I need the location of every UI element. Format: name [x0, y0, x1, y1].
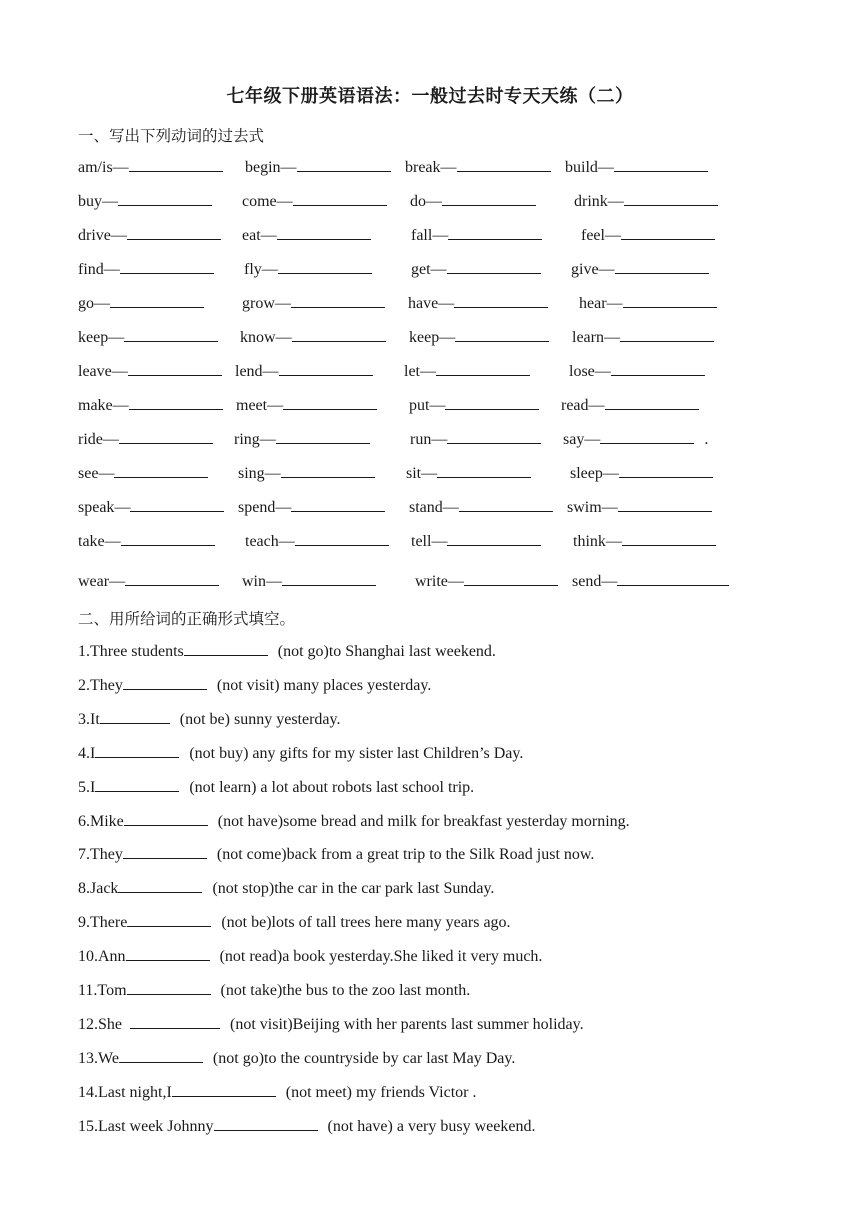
answer-blank[interactable]	[114, 464, 208, 478]
answer-blank[interactable]	[118, 879, 202, 893]
question-prefix: 13.We	[78, 1050, 119, 1067]
answer-blank[interactable]	[437, 464, 531, 478]
answer-blank[interactable]	[276, 430, 370, 444]
verb-dash: —	[420, 363, 436, 380]
verb-dash: —	[429, 397, 446, 414]
question-item	[78, 676, 431, 695]
verb-item	[574, 192, 718, 211]
verb-word: hear	[579, 295, 607, 312]
question-suffix: (not come)back from a great trip to the Silk Road just now.	[216, 846, 595, 863]
answer-blank[interactable]	[291, 294, 385, 308]
verb-item	[78, 498, 224, 517]
verb-word: grow	[242, 295, 275, 312]
answer-blank[interactable]	[130, 498, 224, 512]
verb-word: drive	[78, 227, 111, 244]
answer-blank[interactable]	[293, 192, 387, 206]
verb-dash: —	[597, 159, 614, 176]
question-suffix: (not stop)the car in the car park last Sunday.	[212, 880, 495, 897]
answer-blank[interactable]	[129, 158, 223, 172]
answer-blank[interactable]	[123, 845, 207, 859]
answer-blank[interactable]	[291, 498, 385, 512]
verb-item	[569, 362, 705, 381]
verb-dash: —	[601, 573, 618, 590]
answer-blank[interactable]	[100, 710, 170, 724]
verb-item	[409, 498, 553, 517]
question-prefix: 8.Jack	[78, 880, 119, 897]
question-suffix: (not have) a very busy weekend.	[327, 1118, 536, 1135]
verb-dash: —	[594, 363, 611, 380]
verb-item	[240, 328, 386, 347]
answer-blank[interactable]	[454, 294, 548, 308]
verb-dash: —	[260, 227, 277, 244]
answer-blank[interactable]	[624, 192, 718, 206]
question-prefix: 5.I	[78, 779, 96, 796]
answer-blank[interactable]	[297, 158, 391, 172]
verb-item	[572, 328, 714, 347]
verb-item	[409, 396, 539, 415]
verb-word: see	[78, 465, 99, 482]
answer-blank[interactable]	[110, 294, 204, 308]
answer-blank[interactable]	[611, 362, 705, 376]
verb-row	[78, 192, 778, 214]
verb-dash: —	[261, 261, 278, 278]
verb-word: come	[242, 193, 277, 210]
answer-blank[interactable]	[277, 226, 371, 240]
answer-blank[interactable]	[447, 260, 541, 274]
verb-dash: —	[280, 159, 297, 176]
answer-blank[interactable]	[614, 158, 708, 172]
verb-item	[245, 532, 389, 551]
verb-dash: —	[267, 397, 284, 414]
question-prefix: 10.Ann	[78, 948, 126, 965]
answer-blank[interactable]	[121, 532, 215, 546]
verb-item	[78, 362, 222, 381]
question-prefix: 4.I	[78, 745, 96, 762]
verb-word: fly	[244, 261, 262, 278]
verb-row	[78, 226, 778, 248]
question-item	[78, 1049, 515, 1068]
verb-word: run	[410, 431, 432, 448]
verb-item	[563, 430, 708, 449]
answer-blank[interactable]	[447, 532, 541, 546]
verb-item	[410, 430, 541, 449]
verb-dash: —	[588, 397, 605, 414]
answer-blank[interactable]	[127, 226, 221, 240]
verb-item	[242, 572, 376, 591]
verb-item	[573, 532, 716, 551]
answer-blank[interactable]	[129, 396, 223, 410]
verb-dash: —	[431, 533, 448, 550]
answer-blank[interactable]	[283, 396, 377, 410]
verb-word: win	[242, 573, 266, 590]
verb-dash: —	[111, 363, 128, 380]
verb-word: learn	[572, 329, 604, 346]
verb-word: tell	[411, 533, 432, 550]
answer-blank[interactable]	[184, 642, 268, 656]
verb-word: buy	[78, 193, 102, 210]
verb-dash: —	[102, 431, 119, 448]
answer-blank[interactable]	[120, 260, 214, 274]
question-prefix: 14.Last night,I	[78, 1084, 172, 1101]
verb-word: teach	[245, 533, 279, 550]
verb-row	[78, 396, 778, 418]
verb-dash: —	[108, 329, 125, 346]
answer-blank[interactable]	[123, 676, 207, 690]
verb-row	[78, 158, 778, 180]
verb-word: sit	[406, 465, 422, 482]
verb-dash: —	[605, 533, 622, 550]
question-suffix: (not have)some bread and milk for breakfast yesterday morning.	[217, 813, 630, 830]
verb-word: spend	[238, 499, 276, 516]
verb-word: drink	[574, 193, 608, 210]
verb-item	[404, 362, 530, 381]
verb-word: lose	[569, 363, 595, 380]
question-suffix: (not be)lots of tall trees here many years ago.	[221, 914, 511, 931]
answer-blank[interactable]	[127, 981, 211, 995]
verb-dash: —	[606, 295, 623, 312]
verb-dash: —	[438, 295, 455, 312]
verb-dash: —	[104, 533, 121, 550]
question-item	[78, 710, 340, 729]
verb-dash: —	[266, 573, 282, 590]
question-item	[78, 1015, 584, 1034]
answer-blank[interactable]	[621, 226, 715, 240]
verb-word: know	[240, 329, 276, 346]
answer-blank[interactable]	[623, 294, 717, 308]
verb-word: am/is	[78, 159, 113, 176]
verb-item	[411, 532, 541, 551]
verb-word: stand	[409, 499, 443, 516]
question-item	[78, 879, 494, 898]
verb-word: put	[409, 397, 430, 414]
verb-item	[409, 328, 549, 347]
verb-row	[78, 362, 778, 384]
verb-word: keep	[78, 329, 109, 346]
answer-blank[interactable]	[124, 812, 208, 826]
verb-dash: —	[439, 329, 456, 346]
verb-row	[78, 328, 778, 350]
question-item	[78, 1083, 476, 1102]
verb-word: find	[78, 261, 104, 278]
verb-dash: —	[603, 329, 620, 346]
verb-dash: —	[94, 295, 110, 312]
verb-item	[78, 158, 223, 177]
answer-blank[interactable]	[127, 913, 211, 927]
section-1-heading: 一、写出下列动词的过去式	[78, 127, 265, 145]
verb-dash: —	[112, 159, 129, 176]
question-item	[78, 778, 474, 797]
verb-item	[238, 464, 375, 483]
question-suffix: (not visit) many places yesterday.	[216, 677, 432, 694]
verb-dash: —	[584, 431, 601, 448]
verb-word: read	[561, 397, 589, 414]
verb-item	[565, 158, 708, 177]
answer-blank[interactable]	[124, 328, 218, 342]
verb-dash: —	[275, 329, 292, 346]
verb-dash: —	[276, 193, 293, 210]
verb-row	[78, 572, 778, 594]
verb-word: break	[405, 159, 441, 176]
verb-item	[410, 192, 536, 211]
verb-word: ride	[78, 431, 103, 448]
question-prefix: 2.They	[78, 677, 123, 694]
verb-dash: —	[421, 465, 438, 482]
verb-row	[78, 430, 778, 452]
answer-blank[interactable]	[459, 498, 553, 512]
verb-word: take	[78, 533, 105, 550]
question-suffix: (not go)to the countryside by car last May Day.	[212, 1050, 516, 1067]
verb-row	[78, 464, 778, 486]
answer-blank[interactable]	[292, 328, 386, 342]
verb-dash: —	[447, 573, 464, 590]
verb-word: do	[410, 193, 426, 210]
verb-dash: —	[103, 261, 120, 278]
answer-blank[interactable]	[618, 498, 712, 512]
answer-blank[interactable]	[126, 947, 210, 961]
verb-word: sleep	[570, 465, 603, 482]
verb-dash: —	[264, 465, 281, 482]
verb-row	[78, 532, 778, 554]
question-item	[78, 981, 470, 1000]
verb-dash: —	[109, 573, 126, 590]
verb-item	[571, 260, 709, 279]
verb-dash: —	[598, 261, 615, 278]
verb-dash: —	[275, 499, 292, 516]
verb-item	[234, 430, 370, 449]
question-suffix: (not read)a book yesterday.She liked it very much.	[219, 948, 543, 965]
verb-word: fall	[411, 227, 433, 244]
question-item	[78, 845, 594, 864]
verb-item	[78, 572, 219, 591]
verb-word: go	[78, 295, 94, 312]
page-title: 七年级下册英语语法：一般过去时专天天练（二）	[226, 86, 634, 107]
verb-word: meet	[236, 397, 268, 414]
question-suffix: (not be) sunny yesterday.	[179, 711, 341, 728]
verb-item	[411, 226, 542, 245]
verb-word: lend	[235, 363, 263, 380]
answer-blank[interactable]	[119, 430, 213, 444]
verb-item	[78, 464, 208, 483]
verb-word: have	[408, 295, 439, 312]
question-prefix: 7.They	[78, 846, 123, 863]
verb-item	[405, 158, 551, 177]
question-suffix: (not go)to Shanghai last weekend.	[277, 643, 496, 660]
question-suffix: (not meet) my friends Victor .	[285, 1084, 477, 1101]
question-prefix: 9.There	[78, 914, 128, 931]
question-prefix: 11.Tom	[78, 982, 127, 999]
verb-word: get	[411, 261, 431, 278]
verb-word: make	[78, 397, 113, 414]
verb-dash: —	[110, 227, 127, 244]
answer-blank[interactable]	[95, 744, 179, 758]
verb-dash: —	[604, 227, 621, 244]
answer-blank[interactable]	[619, 464, 713, 478]
verb-word: wear	[78, 573, 110, 590]
verb-word: think	[573, 533, 606, 550]
question-item	[78, 744, 523, 763]
verb-word: build	[565, 159, 598, 176]
verb-item	[78, 226, 221, 245]
verb-item	[572, 572, 729, 591]
answer-blank[interactable]	[172, 1083, 276, 1097]
verb-dash: —	[274, 295, 291, 312]
verb-item	[78, 260, 214, 279]
verb-item	[242, 294, 385, 313]
verb-row	[78, 498, 778, 520]
answer-blank[interactable]	[617, 572, 729, 586]
verb-item	[581, 226, 715, 245]
verb-dash: —	[602, 465, 619, 482]
question-item	[78, 913, 511, 932]
verb-item	[78, 328, 218, 347]
verb-item	[242, 226, 371, 245]
verb-dash: —	[112, 397, 129, 414]
verb-word: say	[563, 431, 585, 448]
answer-blank[interactable]	[600, 430, 694, 444]
answer-blank[interactable]	[442, 192, 536, 206]
verb-item	[78, 294, 204, 313]
verb-word: sing	[238, 465, 265, 482]
answer-blank[interactable]	[279, 362, 373, 376]
verb-item	[408, 294, 548, 313]
answer-blank[interactable]	[622, 532, 716, 546]
verb-dash: —	[262, 363, 279, 380]
answer-blank[interactable]	[118, 192, 212, 206]
verb-word: give	[571, 261, 599, 278]
answer-blank[interactable]	[447, 430, 541, 444]
verb-dash: —	[426, 193, 442, 210]
verb-dash: —	[98, 465, 115, 482]
verb-item	[570, 464, 713, 483]
answer-blank[interactable]	[605, 396, 699, 410]
verb-item	[579, 294, 717, 313]
question-suffix: (not take)the bus to the zoo last month.	[220, 982, 471, 999]
answer-blank[interactable]	[119, 1049, 203, 1063]
answer-blank[interactable]	[445, 396, 539, 410]
verb-dash: —	[278, 533, 295, 550]
verb-dash: —	[432, 227, 449, 244]
question-suffix: (not learn) a lot about robots last school trip.	[189, 779, 475, 796]
question-suffix: (not buy) any gifts for my sister last Children’s Day.	[189, 745, 524, 762]
verb-item	[567, 498, 712, 517]
answer-blank[interactable]	[295, 532, 389, 546]
verb-dash: —	[607, 193, 624, 210]
verb-item	[78, 396, 223, 415]
answer-blank[interactable]	[95, 778, 179, 792]
verb-item	[415, 572, 558, 591]
verb-item	[78, 430, 213, 449]
question-prefix: 15.Last week Johnny	[78, 1118, 214, 1135]
section-2-heading: 二、用所给词的正确形式填空。	[78, 610, 296, 628]
answer-blank[interactable]	[130, 1015, 220, 1029]
question-prefix: 3.It	[78, 711, 100, 728]
verb-item	[245, 158, 391, 177]
answer-blank[interactable]	[214, 1117, 318, 1131]
answer-blank[interactable]	[457, 158, 551, 172]
verb-dash: —	[601, 499, 618, 516]
verb-dash: —	[442, 499, 459, 516]
verb-item	[238, 498, 385, 517]
verb-item	[406, 464, 531, 483]
question-prefix: 1.Three students	[78, 643, 184, 660]
verb-item	[411, 260, 541, 279]
verb-word: feel	[581, 227, 605, 244]
verb-item	[561, 396, 699, 415]
verb-word: send	[572, 573, 602, 590]
question-suffix: (not visit)Beijing with her parents last summer holiday.	[230, 1016, 584, 1033]
verb-word: leave	[78, 363, 112, 380]
verb-dash: —	[431, 431, 448, 448]
verb-dash: —	[102, 193, 118, 210]
verb-dash: —	[430, 261, 447, 278]
answer-blank[interactable]	[436, 362, 530, 376]
answer-blank[interactable]	[455, 328, 549, 342]
verb-word: keep	[409, 329, 440, 346]
verb-item	[78, 192, 212, 211]
verb-word: speak	[78, 499, 115, 516]
question-prefix: 12.She	[78, 1016, 122, 1033]
verb-word: ring	[234, 431, 260, 448]
answer-blank[interactable]	[448, 226, 542, 240]
verb-item	[78, 532, 215, 551]
verb-dash: —	[114, 499, 131, 516]
verb-item	[235, 362, 373, 381]
verb-row	[78, 294, 778, 316]
answer-blank[interactable]	[125, 572, 219, 586]
answer-blank[interactable]	[281, 464, 375, 478]
verb-word: swim	[567, 499, 602, 516]
verb-word: begin	[245, 159, 281, 176]
question-item	[78, 947, 542, 966]
verb-item	[242, 192, 387, 211]
trailing-period: .	[704, 431, 709, 448]
answer-blank[interactable]	[278, 260, 372, 274]
question-item	[78, 1117, 535, 1136]
question-item	[78, 812, 630, 831]
verb-item	[236, 396, 377, 415]
verb-row	[78, 260, 778, 282]
verb-dash: —	[259, 431, 276, 448]
question-prefix: 6.Mike	[78, 813, 124, 830]
verb-word: eat	[242, 227, 261, 244]
answer-blank[interactable]	[620, 328, 714, 342]
verb-word: write	[415, 573, 448, 590]
question-item	[78, 642, 496, 661]
answer-blank[interactable]	[128, 362, 222, 376]
verb-dash: —	[440, 159, 457, 176]
answer-blank[interactable]	[615, 260, 709, 274]
verb-word: let	[404, 363, 420, 380]
answer-blank[interactable]	[464, 572, 558, 586]
verb-item	[244, 260, 372, 279]
answer-blank[interactable]	[282, 572, 376, 586]
